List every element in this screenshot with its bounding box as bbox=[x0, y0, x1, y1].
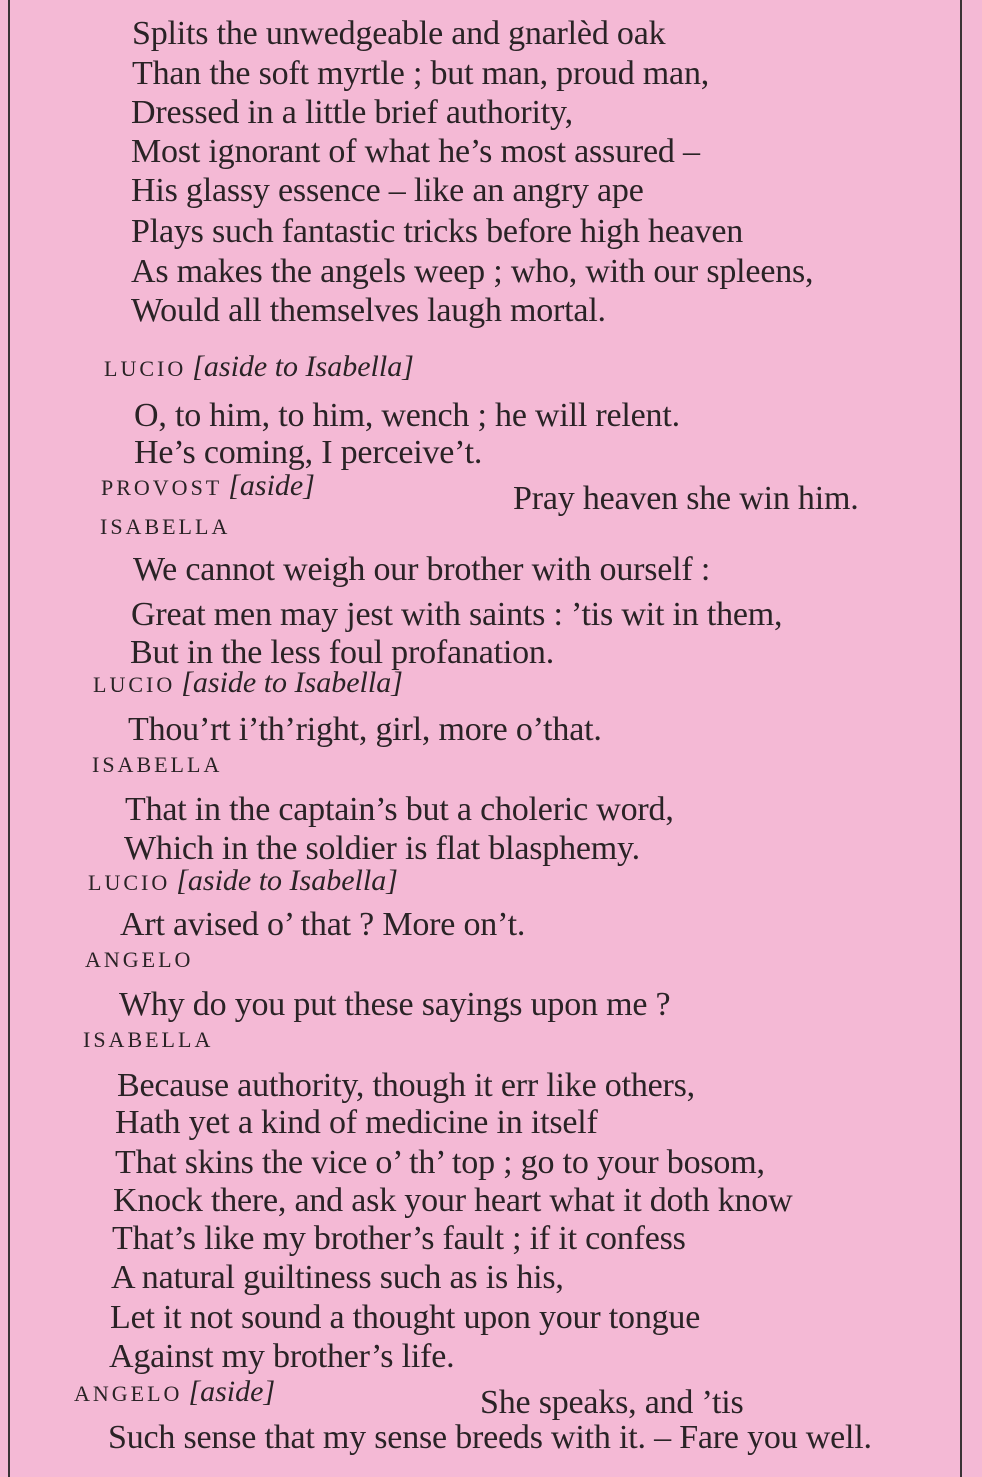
verse-line: Against my brother’s life. bbox=[109, 1338, 455, 1375]
verse-line: Thou’rt i’th’right, girl, more o’that. bbox=[128, 711, 602, 748]
verse-line: He’s coming, I perceive’t. bbox=[134, 434, 483, 471]
verse-line: Let it not sound a thought upon your tongue bbox=[110, 1299, 701, 1336]
speaker-name: LUCIO bbox=[104, 356, 187, 381]
verse-line: Art avised o’ that ? More on’t. bbox=[120, 906, 526, 943]
stage-direction: [aside to Isabella] bbox=[176, 864, 398, 897]
speaker-name: ANGELO bbox=[85, 947, 194, 972]
speaker-name: ISABELLA bbox=[100, 514, 231, 539]
verse-line: His glassy essence – like an angry ape bbox=[131, 172, 644, 209]
verse-line: Which in the soldier is flat blasphemy. bbox=[124, 830, 640, 867]
speaker-name: ISABELLA bbox=[92, 752, 223, 777]
verse-line: Splits the unwedgeable and gnarlèd oak bbox=[132, 15, 666, 52]
speaker-name: LUCIO bbox=[93, 672, 176, 697]
left-margin-rule bbox=[8, 0, 10, 1477]
verse-line: That’s like my brother’s fault ; if it confess bbox=[112, 1220, 686, 1257]
verse-line: Because authority, though it err like others, bbox=[117, 1067, 695, 1104]
verse-line: As makes the angels weep ; who, with our spleens, bbox=[131, 253, 814, 290]
verse-line: Great men may jest with saints : ’tis wit in them, bbox=[131, 596, 783, 633]
verse-line: Most ignorant of what he’s most assured – bbox=[131, 133, 700, 170]
stage-direction: [aside to Isabella] bbox=[192, 350, 414, 383]
speaker-name: ANGELO bbox=[74, 1381, 183, 1406]
speaker-heading bbox=[74, 1377, 275, 1409]
verse-line: Pray heaven she win him. bbox=[513, 480, 859, 517]
speaker-name: ISABELLA bbox=[83, 1027, 214, 1052]
verse-line: That in the captain’s but a choleric word, bbox=[125, 791, 674, 828]
verse-line: Knock there, and ask your heart what it doth know bbox=[113, 1182, 793, 1219]
stage-direction: [aside] bbox=[228, 469, 315, 502]
stage-direction: [aside] bbox=[188, 1375, 276, 1408]
speaker-heading bbox=[104, 352, 414, 384]
verse-line: Dressed in a little brief authority, bbox=[131, 94, 573, 131]
speaker-heading bbox=[101, 471, 315, 503]
verse-line: Such sense that my sense breeds with it. – Fare you well. bbox=[108, 1419, 872, 1456]
verse-line: Why do you put these sayings upon me ? bbox=[119, 986, 671, 1023]
verse-line: Hath yet a kind of medicine in itself bbox=[115, 1104, 598, 1141]
verse-line: That skins the vice o’ th’ top ; go to your bosom, bbox=[115, 1144, 765, 1181]
verse-line: Would all themselves laugh mortal. bbox=[131, 292, 606, 329]
verse-line: We cannot weigh our brother with ourself : bbox=[133, 551, 711, 588]
speaker-heading bbox=[93, 668, 403, 700]
verse-line: But in the less foul profanation. bbox=[130, 634, 554, 671]
stage-direction: [aside to Isabella] bbox=[181, 666, 403, 699]
speaker-name: LUCIO bbox=[88, 870, 171, 895]
speaker-heading bbox=[88, 866, 398, 898]
verse-line: She speaks, and ’tis bbox=[480, 1384, 744, 1421]
verse-line: Than the soft myrtle ; but man, proud man, bbox=[132, 55, 710, 92]
verse-line: O, to him, to him, wench ; he will relent. bbox=[134, 397, 680, 434]
speaker-name: PROVOST bbox=[101, 475, 223, 500]
right-margin-rule bbox=[960, 0, 962, 1477]
verse-line: Plays such fantastic tricks before high heaven bbox=[131, 213, 744, 250]
verse-line: A natural guiltiness such as is his, bbox=[111, 1259, 564, 1296]
